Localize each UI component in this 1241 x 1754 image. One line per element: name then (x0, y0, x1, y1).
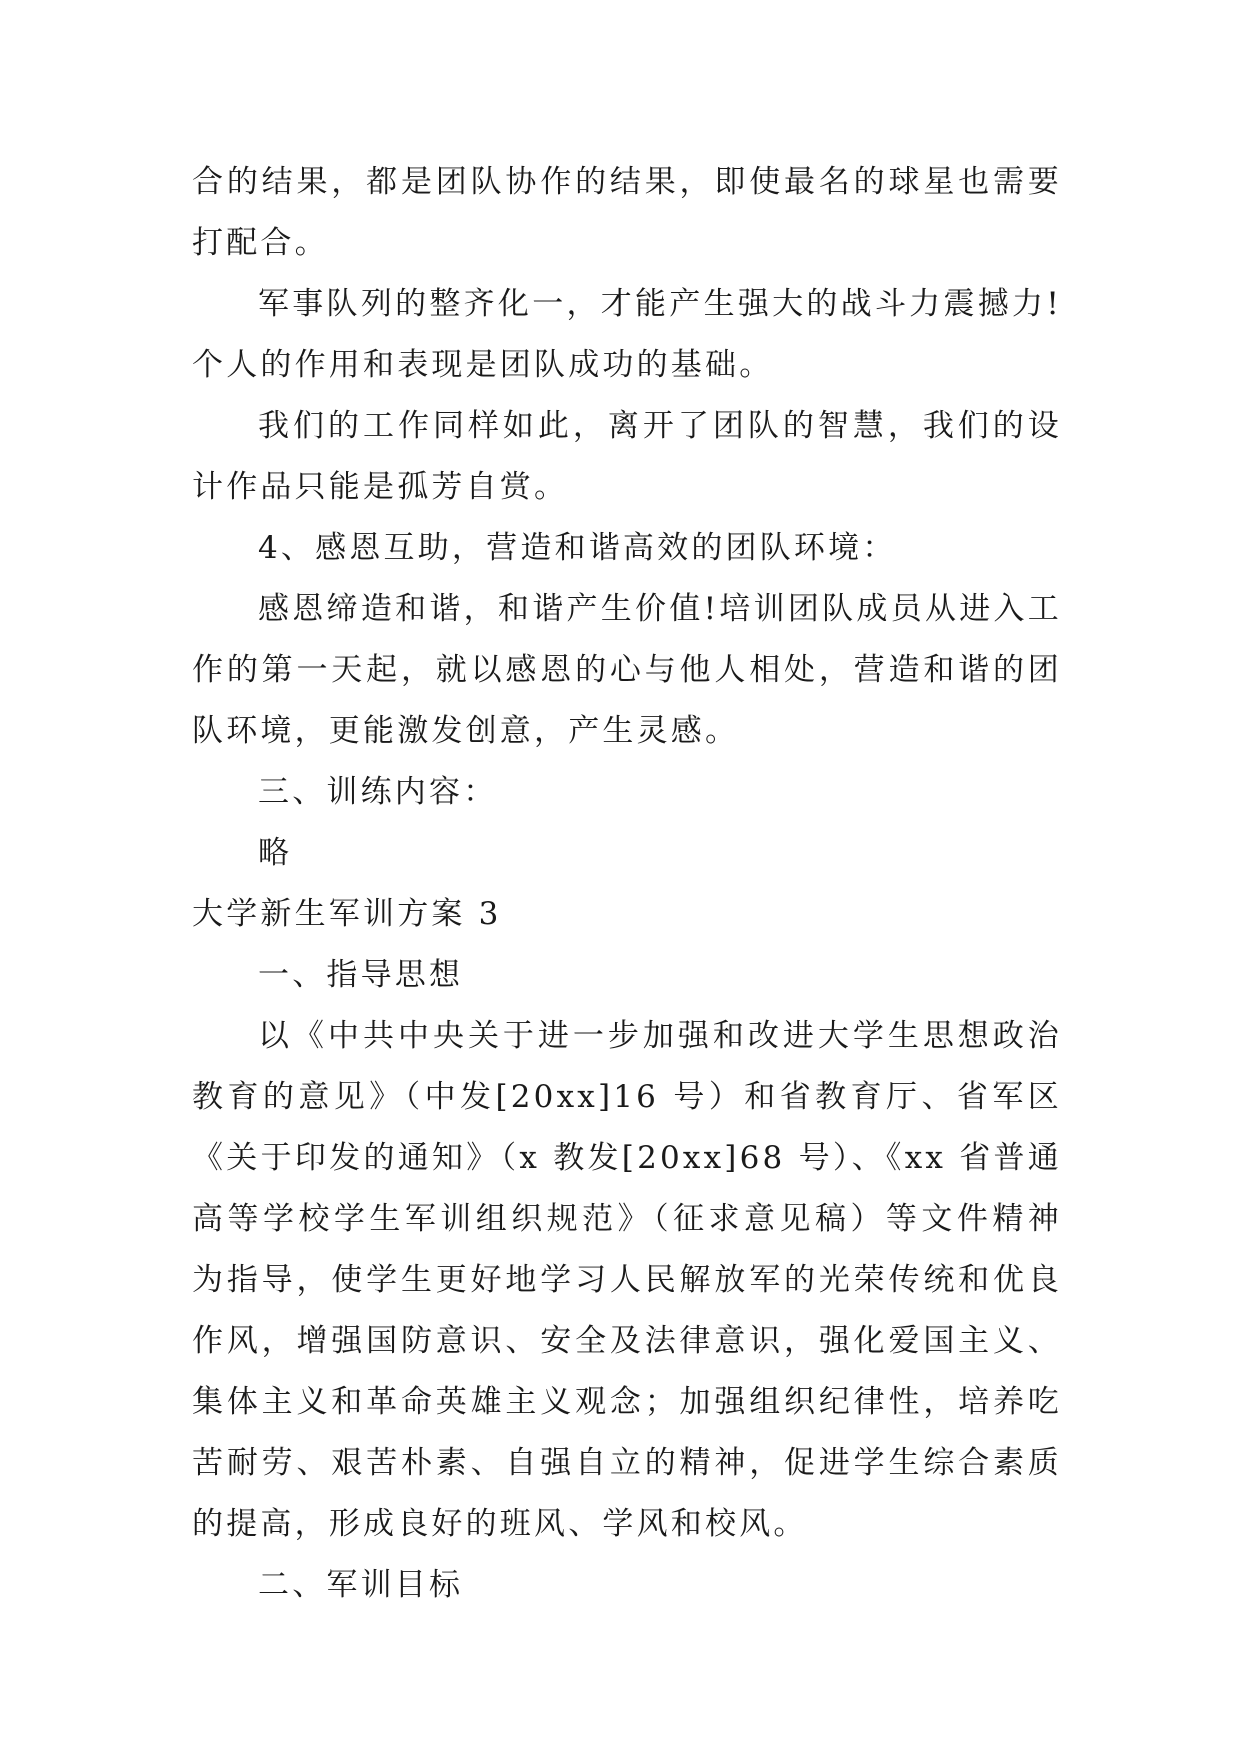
section-heading-gratitude: 4、感恩互助，营造和谐高效的团队环境： (258, 530, 897, 566)
document-body (192, 152, 1062, 1616)
paragraph-teamwork-result: 合的结果，都是团队协作的结果，即使最名的球星也需要打配合。 (192, 164, 1062, 261)
paragraph-military-formation: 军事队列的整齐化一，才能产生强大的战斗力震撼力!个人的作用和表现是团队成功的基础。 (192, 286, 1062, 383)
paragraph-omitted: 略 (258, 835, 293, 871)
section-heading-training-content: 三、训练内容： (258, 774, 498, 810)
section-heading-guiding-ideology: 一、指导思想 (258, 957, 464, 993)
document-title-plan-3: 大学新生军训方案 3 (192, 896, 502, 932)
paragraph-guiding-ideology: 以《中共中央关于进一步加强和改进大学生思想政治教育的意见》（中发[20xx]16 号）和省教育厅、省军区《关于印发的通知》（x 教发[20xx]68 号）、《xx 省普通高等学校学生军训组织规范》（征求意见稿）等文件精神为指导，使学生更好地学习人民解放军的光荣传统和优良作风，增强国防意识、安全及法律意识，强化爱国主义、集体主义和革命英雄主义观念；加强组织纪律性，培养吃苦耐劳、艰苦朴素、自强自立的精神，促进学生综合素质的提高，形成良好的班风、学风和校风。 (192, 1018, 1062, 1542)
section-heading-training-goals: 二、军训目标 (258, 1567, 464, 1603)
paragraph-gratitude-harmony: 感恩缔造和谐，和谐产生价值!培训团队成员从进入工作的第一天起，就以感恩的心与他人相处，营造和谐的团队环境，更能激发创意，产生灵感。 (192, 591, 1062, 749)
paragraph-team-wisdom: 我们的工作同样如此，离开了团队的智慧，我们的设计作品只能是孤芳自赏。 (192, 408, 1062, 505)
